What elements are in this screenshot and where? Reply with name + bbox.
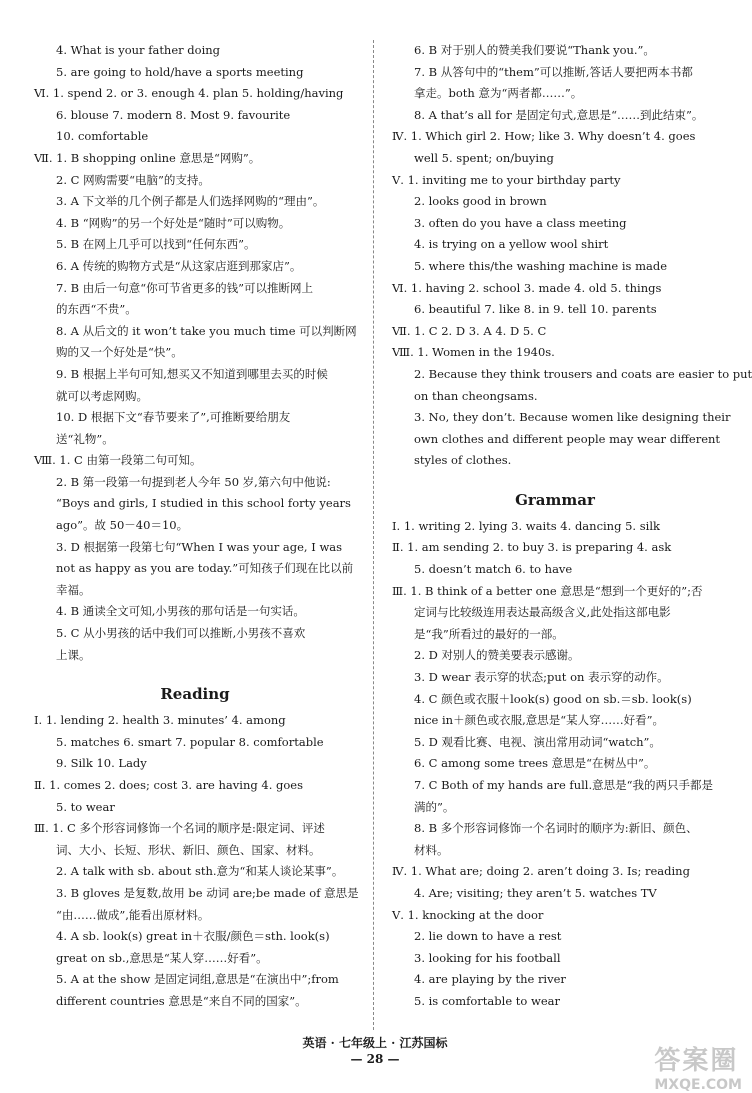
answer-line: 3. often do you have a class meeting <box>414 215 627 230</box>
answer-line: Ⅵ. 1. having 2. school 3. made 4. old 5. things <box>392 280 662 295</box>
page-number: — 28 — <box>350 1052 400 1066</box>
answer-line: Ⅳ. 1. Which girl 2. How; like 3. Why doesn’t 4. goes <box>392 129 696 144</box>
answer-line: 3. No, they don’t. Because women like designing their <box>414 410 731 425</box>
answer-line: 8. A 从后文的 it won’t take you much time 可以判断网 <box>56 323 357 338</box>
answer-line: 6. B 对于别人的赞美我们要说“Thank you.”。 <box>414 43 655 57</box>
answer-line: “Boys and girls, I studied in this school forty years <box>56 496 351 511</box>
answer-line: 5. B 在网上几乎可以找到“任何东西”。 <box>56 237 256 252</box>
answer-line: great on sb.,意思是“某人穿……好看”。 <box>56 950 268 965</box>
column-divider <box>373 40 374 1030</box>
answer-line: 幸福。 <box>56 582 91 597</box>
answer-line: 5. doesn’t match 6. to have <box>414 562 573 577</box>
answer-line: 2. B 第一段第一句提到老人今年 50 岁,第六句中他说: <box>56 474 331 489</box>
answer-line: 5. to wear <box>56 799 115 814</box>
answer-line: 5. C 从小男孩的话中我们可以推断,小男孩不喜欢 <box>56 626 306 641</box>
answer-line: 5. is comfortable to wear <box>414 993 560 1008</box>
answer-line: 4. Are; visiting; they aren’t 5. watches TV <box>414 885 657 900</box>
spacer <box>392 472 718 484</box>
answer-line: own clothes and different people may wear different <box>414 431 721 446</box>
answer-line: 8. B 多个形容词修饰一个名词时的顺序为:新旧、颜色、 <box>414 821 698 836</box>
answer-line: 2. looks good in brown <box>414 194 547 209</box>
answer-line: 2. D 对别人的赞美要表示感谢。 <box>414 648 580 663</box>
answer-line: Ⅴ. 1. inviting me to your birthday party <box>392 172 621 187</box>
answer-line: not as happy as you are today.”可知孩子们现在比以前 <box>56 561 354 576</box>
footer-subject: 英语 · 七年级上 · 江苏国标 <box>302 1036 448 1050</box>
answer-line: 3. D 根据第一段第七句“When I was your age, I was <box>56 539 343 554</box>
answer-line: Ⅶ. 1. B shopping online 意思是“网购”。 <box>34 150 261 165</box>
answer-line: Ⅵ. 1. spend 2. or 3. enough 4. plan 5. holding/having <box>34 86 344 101</box>
answer-line: Ⅰ. 1. writing 2. lying 3. waits 4. dancing 5. silk <box>392 518 660 533</box>
answer-line: Ⅳ. 1. What are; doing 2. aren’t doing 3. Is; reading <box>392 864 690 879</box>
answer-line: 3. D wear 表示穿的状态;put on 表示穿的动作。 <box>414 670 669 685</box>
answer-line: styles of clothes. <box>414 453 512 468</box>
answer-line: 7. B 从答句中的“them”可以推断,答话人要把两本书都 <box>414 64 693 79</box>
answer-line: 送“礼物”。 <box>56 431 114 446</box>
section-heading: Reading <box>160 685 230 704</box>
answer-line: 拿走。both 意为“两者都……”。 <box>414 86 583 101</box>
answer-line: 5. A at the show 是固定词组,意思是“在演出中”;from <box>56 972 339 987</box>
answer-line: Ⅲ. 1. B think of a better one 意思是“想到一个更好的”;否 <box>392 583 703 598</box>
answer-line: ago”。故 50－40＝10。 <box>56 518 189 533</box>
answer-line: Ⅱ. 1. am sending 2. to buy 3. is preparing 4. ask <box>392 540 672 555</box>
answer-line: 4. B 通读全文可知,小男孩的那句话是一句实话。 <box>56 604 305 619</box>
answer-line: “由……做成”,能看出原材料。 <box>56 907 210 922</box>
answer-line: 10. D 根据下文“春节要来了”,可推断要给朋友 <box>56 410 291 425</box>
answer-line: 6. A 传统的购物方式是“从这家店逛到那家店”。 <box>56 258 302 273</box>
answer-line: Ⅴ. 1. knocking at the door <box>392 907 544 922</box>
answer-line: 4. A sb. look(s) great in＋衣服/颜色＝sth. look(s) <box>56 929 330 944</box>
spacer <box>34 666 356 678</box>
answer-line: 9. Silk 10. Lady <box>56 756 147 771</box>
watermark-logo <box>654 1040 742 1093</box>
answer-line: 4. C 颜色或衣服＋look(s) good on sb.＝sb. look(s) <box>414 691 692 706</box>
answer-line: Ⅲ. 1. C 多个形容词修饰一个名词的顺序是:限定词、评述 <box>34 821 325 836</box>
answer-line: 7. B 由后一句意“你可节省更多的钱”可以推断网上 <box>56 280 313 295</box>
answer-line: 3. A 下文举的几个例子都是人们选择网购的“理由”。 <box>56 194 325 209</box>
answer-line: 2. C 网购需要“电脑”的支持。 <box>56 172 210 187</box>
answer-line: 4. B “网购”的另一个好处是“随时”可以购物。 <box>56 215 291 230</box>
right-column <box>392 40 752 1013</box>
answer-line: 3. looking for his football <box>414 950 561 965</box>
answer-line: 2. lie down to have a rest <box>414 929 562 944</box>
answer-line: 9. B 根据上半句可知,想买又不知道到哪里去买的时候 <box>56 366 328 381</box>
answer-line: 购的又一个好处是“快”。 <box>56 345 183 360</box>
answer-line: nice in＋颜色或衣服,意思是“某人穿……好看”。 <box>414 713 664 728</box>
answer-line: 6. blouse 7. modern 8. Most 9. favourite <box>56 107 291 122</box>
answer-line: 5. are going to hold/have a sports meeting <box>56 64 304 79</box>
answer-line: 5. D 观看比赛、电视、演出常用动词“watch”。 <box>414 734 661 749</box>
answer-line: 材料。 <box>414 842 449 857</box>
answer-line: different countries 意思是“来自不同的国家”。 <box>56 993 307 1008</box>
answer-line: 7. C Both of my hands are full.意思是“我的两只手都是 <box>414 778 713 792</box>
answer-line: Ⅰ. 1. lending 2. health 3. minutes’ 4. among <box>34 713 286 728</box>
answer-line: 6. beautiful 7. like 8. in 9. tell 10. parents <box>414 302 657 317</box>
answer-line: Ⅷ. 1. C 由第一段第二句可知。 <box>34 453 202 468</box>
answer-line: 5. where this/the washing machine is made <box>414 258 668 273</box>
answer-line: 2. A talk with sb. about sth.意为“和某人谈论某事”。 <box>56 864 344 879</box>
answer-line: Ⅱ. 1. comes 2. does; cost 3. are having 4. goes <box>34 778 304 792</box>
answer-line: 2. Because they think trousers and coats are easier to put <box>414 366 752 381</box>
answer-line: Ⅶ. 1. C 2. D 3. A 4. D 5. C <box>392 323 547 338</box>
answer-line: 4. What is your father doing <box>56 43 221 57</box>
answer-line: 就可以考虑网购。 <box>56 388 148 403</box>
answer-line: 的东西“不贵”。 <box>56 302 137 317</box>
left-column <box>34 40 359 1013</box>
answer-line: 词、大小、长短、形状、新旧、颜色、国家、材料。 <box>56 842 321 857</box>
answer-line: 是“我”所看过的最好的一部。 <box>414 626 564 641</box>
answer-line: 6. C among some trees 意思是“在树丛中”。 <box>414 756 656 771</box>
watermark-text: 答案圈 <box>654 1046 739 1076</box>
answer-line: 8. A that’s all for 是固定句式,意思是“……到此结束”。 <box>414 107 704 122</box>
answer-line: on than cheongsams. <box>414 388 538 403</box>
answer-line: 5. matches 6. smart 7. popular 8. comfortable <box>56 734 324 749</box>
answer-line: 满的”。 <box>414 799 455 814</box>
answer-line: 4. is trying on a yellow wool shirt <box>414 237 609 252</box>
answer-line: 4. are playing by the river <box>414 972 566 987</box>
answer-line: well 5. spent; on/buying <box>414 150 554 165</box>
answer-line: 10. comfortable <box>56 129 149 144</box>
answer-line: 上课。 <box>56 647 91 662</box>
answer-line: Ⅷ. 1. Women in the 1940s. <box>392 345 555 360</box>
watermark-url: MXQE.COM <box>654 1077 742 1093</box>
section-heading: Grammar <box>515 490 595 509</box>
answer-line: 定词与比较级连用表达最高级含义,此处指这部电影 <box>414 605 671 620</box>
answer-line: 3. B gloves 是复数,故用 be 动词 are;be made of 意思是 <box>56 885 359 900</box>
